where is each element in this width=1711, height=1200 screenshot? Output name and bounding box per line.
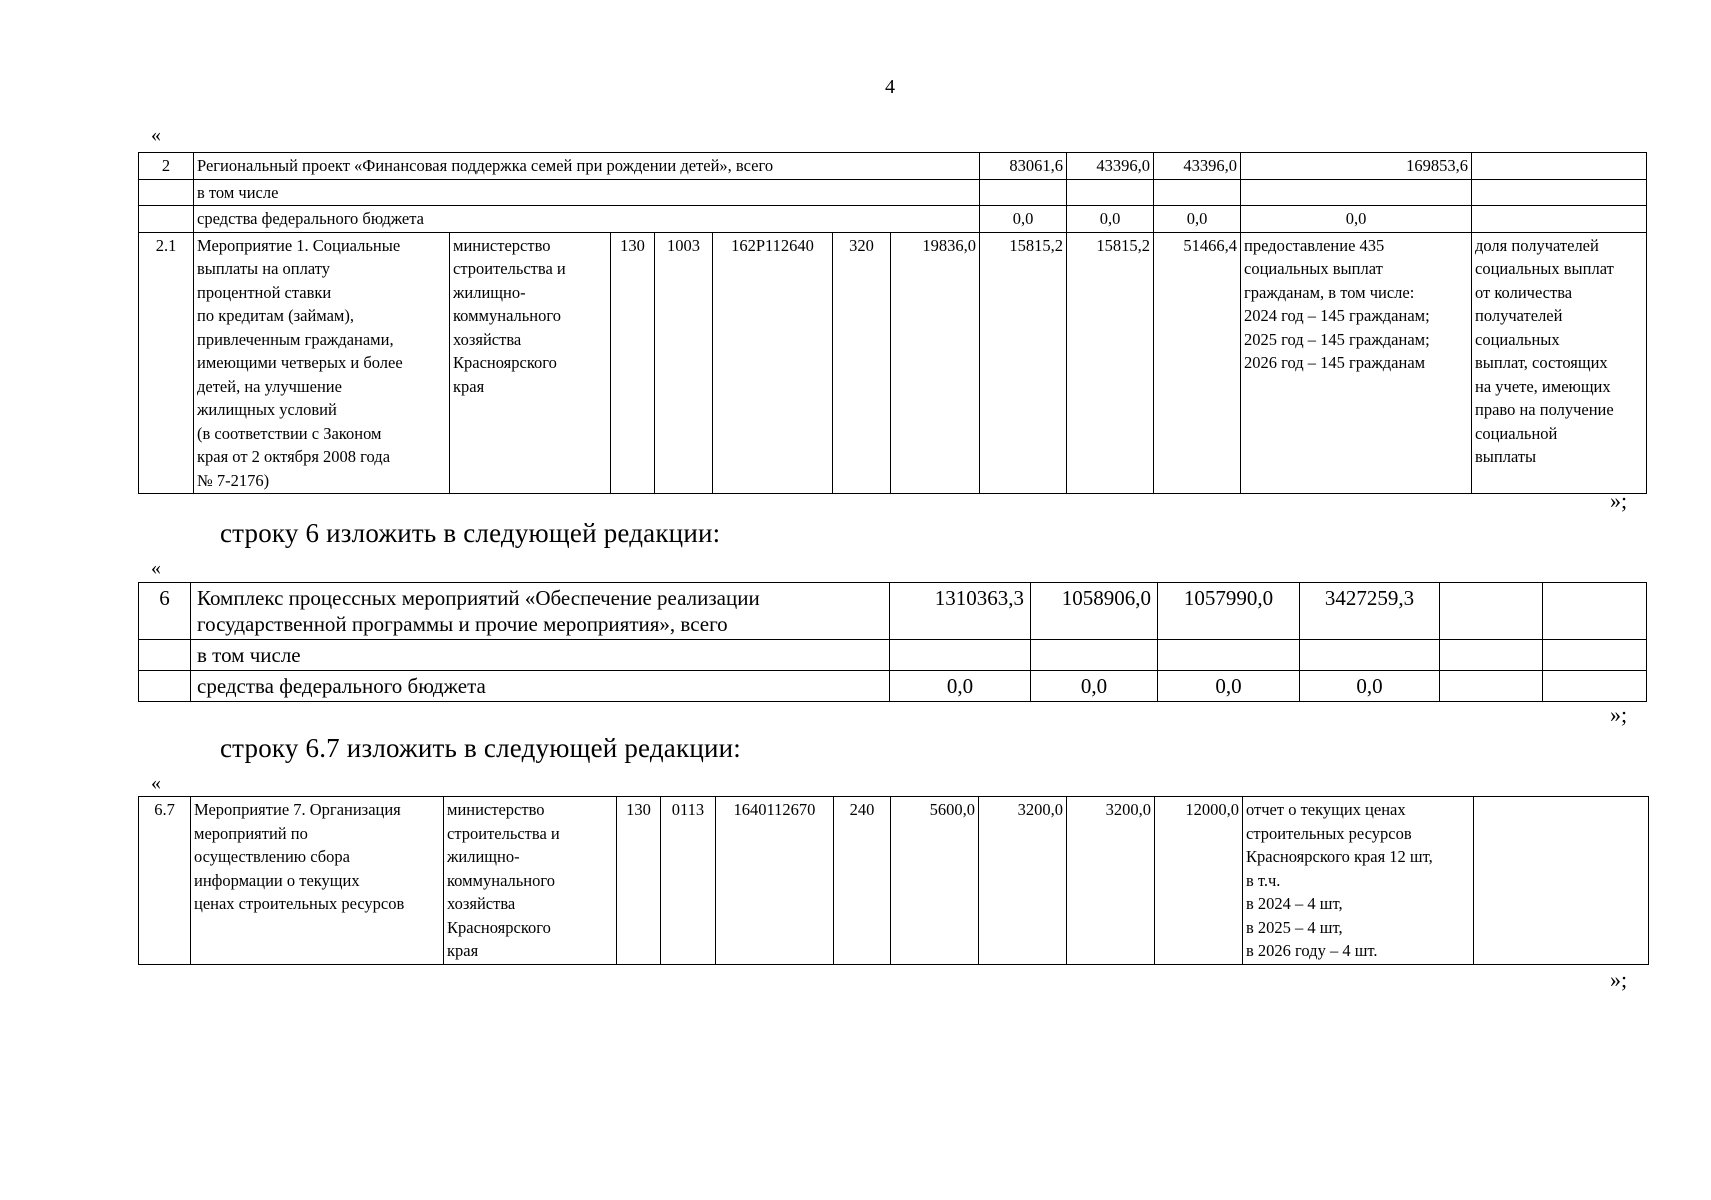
- value-2026: 15815,2: [1067, 232, 1154, 494]
- empty-cell: [1472, 153, 1647, 180]
- expected-result: отчет о текущих ценах строительных ресурсов Красноярского края 12 шт, в т.ч. в 2024 – 4 шт, в 2025 – 4 шт, в 2026 году – 4 шт.: [1243, 797, 1474, 965]
- responsible-org: министерство строительства и жилищно- коммунального хозяйства Красноярского края: [444, 797, 617, 965]
- empty-cell: [1154, 179, 1241, 206]
- empty-cell: [1300, 640, 1440, 671]
- table-row: [139, 206, 1647, 233]
- value-2024: 1310363,3: [890, 583, 1031, 640]
- open-quote: «: [151, 557, 161, 579]
- row-number: 6.7: [139, 797, 191, 965]
- csr-code: 162Р112640: [713, 232, 833, 494]
- open-quote: «: [151, 772, 161, 794]
- table-row: [139, 583, 1647, 640]
- value-2024: 5600,0: [891, 797, 979, 965]
- empty-cell: [1031, 640, 1158, 671]
- federal-value-total: 0,0: [1300, 671, 1440, 702]
- federal-value-2024: 0,0: [980, 206, 1067, 233]
- table-row: [139, 179, 1647, 206]
- empty-cell: [1067, 179, 1154, 206]
- empty-cell: [139, 179, 194, 206]
- federal-budget-label: средства федерального бюджета: [194, 206, 980, 233]
- value-2025: 15815,2: [980, 232, 1067, 494]
- federal-value-2025: 0,0: [1031, 671, 1158, 702]
- table-row: [139, 797, 1649, 965]
- responsible-org: министерство строительства и жилищно- коммунального хозяйства Красноярского края: [450, 232, 611, 494]
- empty-cell: [1543, 640, 1647, 671]
- instruction-row-6: строку 6 изложить в следующей редакции:: [220, 518, 721, 548]
- value-total: 12000,0: [1155, 797, 1243, 965]
- empty-cell: [1440, 640, 1543, 671]
- value-2024: 19836,0: [891, 232, 980, 494]
- row-name: Комплекс процессных мероприятий «Обеспечение реализации государственной программы и прочие мероприятия», всего: [191, 583, 890, 640]
- table-regional-project: [138, 152, 1647, 494]
- empty-cell: [139, 671, 191, 702]
- row-number: 2.1: [139, 232, 194, 494]
- federal-budget-label: средства федерального бюджета: [191, 671, 890, 702]
- value-total: 3427259,3: [1300, 583, 1440, 640]
- instruction-row-6-7: строку 6.7 изложить в следующей редакции:: [220, 733, 741, 763]
- federal-value-2025: 0,0: [1067, 206, 1154, 233]
- including-label: в том числе: [194, 179, 980, 206]
- csr-code: 1640112670: [716, 797, 834, 965]
- empty-cell: [890, 640, 1031, 671]
- value-2025: 1058906,0: [1031, 583, 1158, 640]
- measure-name: Мероприятие 1. Социальные выплаты на оплату процентной ставки по кредитам (займам), привлеченным гражданами, имеющими четверых и более детей, на улучшение жилищных условий (в соответствии с Законом края от 2 октября 2008 года № 7-2176): [194, 232, 450, 494]
- value-total: 51466,4: [1154, 232, 1241, 494]
- empty-cell: [139, 206, 194, 233]
- value-total: 169853,6: [1241, 153, 1472, 180]
- federal-value-2024: 0,0: [890, 671, 1031, 702]
- empty-cell: [1543, 671, 1647, 702]
- table-row: [139, 232, 1647, 494]
- table-row: [139, 153, 1647, 180]
- federal-value-2026: 0,0: [1158, 671, 1300, 702]
- federal-value-total: 0,0: [1241, 206, 1472, 233]
- grbs-code: 130: [611, 232, 655, 494]
- table-row: [139, 671, 1647, 702]
- value-2026: 1057990,0: [1158, 583, 1300, 640]
- including-label: в том числе: [191, 640, 890, 671]
- close-quote: »;: [1610, 488, 1628, 513]
- row-name: Региональный проект «Финансовая поддержка семей при рождении детей», всего: [194, 153, 980, 180]
- vr-code: 240: [834, 797, 891, 965]
- row-number: 2: [139, 153, 194, 180]
- empty-cell: [1472, 206, 1647, 233]
- federal-value-2026: 0,0: [1154, 206, 1241, 233]
- empty-cell: [1472, 179, 1647, 206]
- close-quote: »;: [1610, 967, 1628, 992]
- rzpr-code: 1003: [655, 232, 713, 494]
- value-2026: 43396,0: [1154, 153, 1241, 180]
- rzpr-code: 0113: [661, 797, 716, 965]
- value-2025: 43396,0: [1067, 153, 1154, 180]
- expected-result: предоставление 435 социальных выплат гражданам, в том числе: 2024 год – 145 гражданам; 2025 год – 145 гражданам; 2026 год – 145 гражданам: [1241, 232, 1472, 494]
- open-quote: «: [151, 124, 161, 146]
- row-number: 6: [139, 583, 191, 640]
- table-measure-6-7: [138, 796, 1649, 965]
- empty-cell: [1440, 671, 1543, 702]
- measure-name: Мероприятие 7. Организация мероприятий по осуществлению сбора информации о текущих ценах строительных ресурсов: [191, 797, 444, 965]
- vr-code: 320: [833, 232, 891, 494]
- empty-cell: [1241, 179, 1472, 206]
- value-2026: 3200,0: [1067, 797, 1155, 965]
- value-2024: 83061,6: [980, 153, 1067, 180]
- table-process-complex: [138, 582, 1647, 702]
- close-quote: »;: [1610, 702, 1628, 727]
- empty-cell: [139, 640, 191, 671]
- empty-cell: [1474, 797, 1649, 965]
- empty-cell: [1158, 640, 1300, 671]
- empty-cell: [980, 179, 1067, 206]
- grbs-code: 130: [617, 797, 661, 965]
- indicator: доля получателей социальных выплат от количества получателей социальных выплат, состоящих на учете, имеющих право на получение социальной выплаты: [1472, 232, 1647, 494]
- value-2025: 3200,0: [979, 797, 1067, 965]
- table-row: [139, 640, 1647, 671]
- empty-cell: [1543, 583, 1647, 640]
- page-number: 4: [885, 76, 895, 98]
- empty-cell: [1440, 583, 1543, 640]
